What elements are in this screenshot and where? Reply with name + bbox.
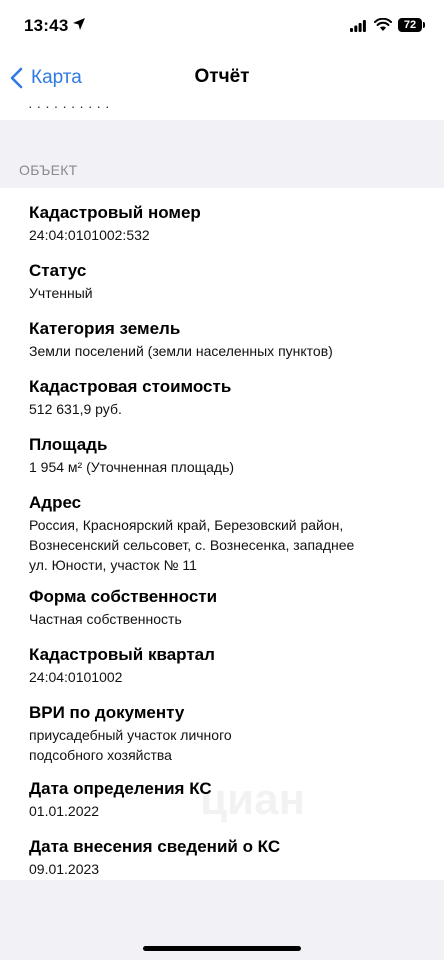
- field-cadastral-value: [29, 376, 429, 419]
- partial-row-text: · · · · · · · · · ·: [28, 104, 110, 114]
- field-cadastral-number: [29, 202, 429, 245]
- field-ownership-form: [29, 586, 429, 629]
- field-value: Учтенный: [29, 285, 93, 301]
- back-button-label: Карта: [31, 67, 82, 88]
- field-address: [29, 492, 429, 575]
- field-value-line: подсобного хозяйства: [29, 747, 172, 763]
- field-value: 1 954 м² (Уточненная площадь): [29, 459, 235, 475]
- field-label: Адрес: [29, 493, 82, 512]
- section-header: ОБЪЕКТ: [19, 162, 78, 178]
- battery-cap: [423, 22, 425, 28]
- field-label: Кадастровый номер: [29, 203, 201, 222]
- field-value-line: ул. Юности, участок № 11: [29, 557, 197, 573]
- location-arrow-icon: [72, 17, 86, 31]
- field-label: ВРИ по документу: [29, 703, 185, 722]
- field-label: Форма собственности: [29, 587, 218, 606]
- partial-row: [0, 104, 444, 120]
- field-value-line: приусадебный участок личного: [29, 727, 232, 743]
- field-value: 512 631,9 руб.: [29, 401, 122, 417]
- field-status: [29, 260, 429, 303]
- field-permitted-use: [29, 702, 429, 765]
- status-time: 13:43: [24, 16, 69, 35]
- field-label: Площадь: [29, 435, 108, 454]
- battery-level: 72: [403, 19, 417, 31]
- wifi-icon: [374, 18, 392, 32]
- battery-icon: [398, 18, 422, 32]
- watermark-logo: циан: [200, 775, 306, 824]
- field-value: Земли поселений (земли населенных пунктов): [29, 343, 333, 359]
- field-value-line: Россия, Красноярский край, Березовский район,: [29, 517, 344, 533]
- field-value: 09.01.2023: [29, 861, 100, 877]
- home-indicator[interactable]: [143, 946, 301, 951]
- status-bar: [0, 0, 444, 52]
- field-value: 01.01.2022: [29, 803, 100, 819]
- field-area: [29, 434, 429, 477]
- field-label: Дата определения КС: [29, 779, 212, 798]
- navigation-bar: [0, 52, 444, 104]
- field-label: Дата внесения сведений о КС: [29, 837, 281, 856]
- page-title: Отчёт: [194, 66, 250, 87]
- field-value: 24:04:0101002: [29, 669, 123, 685]
- field-value-line: Вознесенский сельсовет, с. Вознесенка, западнее: [29, 537, 355, 553]
- field-label: Кадастровый квартал: [29, 645, 215, 664]
- cellular-signal-icon: [350, 20, 366, 32]
- field-value: Частная собственность: [29, 611, 182, 627]
- field-cadastral-quarter: [29, 644, 429, 687]
- field-entry-date: [29, 836, 429, 879]
- field-label: Кадастровая стоимость: [29, 377, 232, 396]
- field-label: Категория земель: [29, 319, 181, 338]
- field-value: 24:04:0101002:532: [29, 227, 150, 243]
- field-land-category: [29, 318, 429, 361]
- field-label: Статус: [29, 261, 87, 280]
